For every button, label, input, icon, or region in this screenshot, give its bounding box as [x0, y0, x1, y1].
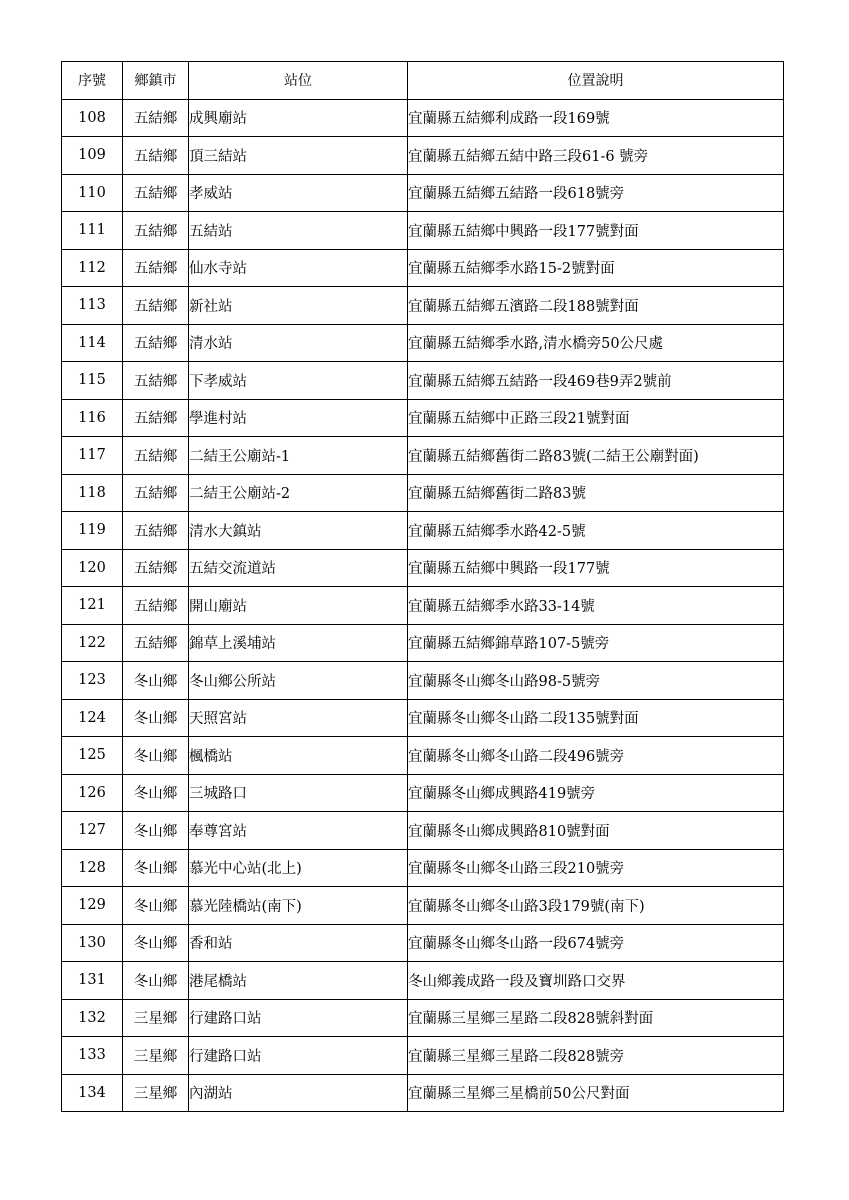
- table-row: [62, 812, 784, 850]
- cell-location-description: 宜蘭縣五結鄉中正路三段21號對面: [408, 399, 784, 437]
- table-row: [62, 624, 784, 662]
- table-row: [62, 699, 784, 737]
- cell-location-description: 宜蘭縣三星鄉三星路二段828號斜對面: [408, 999, 784, 1037]
- table-row: [62, 437, 784, 475]
- cell-location-description: 宜蘭縣三星鄉三星路二段828號旁: [408, 1037, 784, 1075]
- cell-serial-number: 129: [62, 887, 123, 925]
- cell-township: 冬山鄉: [123, 849, 189, 887]
- table-row: [62, 512, 784, 550]
- table-row: [62, 99, 784, 137]
- cell-serial-number: 127: [62, 812, 123, 850]
- cell-serial-number: 134: [62, 1074, 123, 1112]
- cell-serial-number: 124: [62, 699, 123, 737]
- cell-stop-name: 三城路口: [189, 774, 408, 812]
- cell-stop-name: 錦草上溪埔站: [189, 624, 408, 662]
- cell-location-description: 宜蘭縣五結鄉五濱路二段188號對面: [408, 287, 784, 325]
- cell-township: 五結鄉: [123, 99, 189, 137]
- table-row: [62, 1037, 784, 1075]
- cell-township: 冬山鄉: [123, 924, 189, 962]
- cell-serial-number: 117: [62, 437, 123, 475]
- table-row: [62, 1074, 784, 1112]
- cell-stop-name: 五結站: [189, 212, 408, 250]
- cell-location-description: 宜蘭縣冬山鄉冬山路3段179號(南下): [408, 887, 784, 925]
- cell-stop-name: 行建路口站: [189, 1037, 408, 1075]
- cell-location-description: 宜蘭縣冬山鄉冬山路一段674號旁: [408, 924, 784, 962]
- cell-serial-number: 111: [62, 212, 123, 250]
- table-row: [62, 887, 784, 925]
- cell-serial-number: 126: [62, 774, 123, 812]
- cell-stop-name: 學進村站: [189, 399, 408, 437]
- cell-township: 五結鄉: [123, 174, 189, 212]
- cell-location-description: 宜蘭縣五結鄉中興路一段177號: [408, 549, 784, 587]
- cell-location-description: 宜蘭縣五結鄉舊街二路83號(二結王公廟對面): [408, 437, 784, 475]
- cell-township: 冬山鄉: [123, 737, 189, 775]
- table-header: [62, 62, 784, 100]
- cell-location-description: 宜蘭縣五結鄉季水路,清水橋旁50公尺處: [408, 324, 784, 362]
- table-row: [62, 287, 784, 325]
- cell-location-description: 宜蘭縣五結鄉五結中路三段61-6 號旁: [408, 137, 784, 175]
- cell-serial-number: 110: [62, 174, 123, 212]
- cell-location-description: 宜蘭縣五結鄉五結路一段618號旁: [408, 174, 784, 212]
- cell-stop-name: 五結交流道站: [189, 549, 408, 587]
- cell-location-description: 宜蘭縣五結鄉舊街二路83號: [408, 474, 784, 512]
- cell-location-description: 宜蘭縣五結鄉利成路一段169號: [408, 99, 784, 137]
- cell-location-description: 冬山鄉義成路一段及寶圳路口交界: [408, 962, 784, 1000]
- header-serial-number: 序號: [62, 62, 123, 100]
- cell-stop-name: 新社站: [189, 287, 408, 325]
- cell-township: 冬山鄉: [123, 774, 189, 812]
- cell-township: 冬山鄉: [123, 699, 189, 737]
- cell-stop-name: 行建路口站: [189, 999, 408, 1037]
- table-row: [62, 212, 784, 250]
- table-row: [62, 962, 784, 1000]
- table-row: [62, 774, 784, 812]
- table-body: [62, 99, 784, 1112]
- cell-location-description: 宜蘭縣冬山鄉成興路810號對面: [408, 812, 784, 850]
- cell-stop-name: 奉尊宮站: [189, 812, 408, 850]
- table-row: [62, 737, 784, 775]
- table-row: [62, 399, 784, 437]
- cell-stop-name: 二結王公廟站-2: [189, 474, 408, 512]
- cell-township: 冬山鄉: [123, 812, 189, 850]
- cell-location-description: 宜蘭縣冬山鄉冬山路二段496號旁: [408, 737, 784, 775]
- cell-township: 五結鄉: [123, 587, 189, 625]
- cell-serial-number: 125: [62, 737, 123, 775]
- cell-township: 三星鄉: [123, 999, 189, 1037]
- cell-stop-name: 港尾橋站: [189, 962, 408, 1000]
- cell-township: 五結鄉: [123, 549, 189, 587]
- cell-serial-number: 122: [62, 624, 123, 662]
- cell-township: 冬山鄉: [123, 887, 189, 925]
- cell-location-description: 宜蘭縣五結鄉中興路一段177號對面: [408, 212, 784, 250]
- cell-township: 五結鄉: [123, 399, 189, 437]
- cell-stop-name: 慕光中心站(北上): [189, 849, 408, 887]
- cell-location-description: 宜蘭縣五結鄉五結路一段469巷9弄2號前: [408, 362, 784, 400]
- cell-stop-name: 頂三結站: [189, 137, 408, 175]
- cell-serial-number: 112: [62, 249, 123, 287]
- cell-location-description: 宜蘭縣冬山鄉冬山路二段135號對面: [408, 699, 784, 737]
- cell-township: 五結鄉: [123, 249, 189, 287]
- cell-stop-name: 二結王公廟站-1: [189, 437, 408, 475]
- cell-township: 五結鄉: [123, 137, 189, 175]
- cell-location-description: 宜蘭縣冬山鄉冬山路98-5號旁: [408, 662, 784, 700]
- cell-serial-number: 118: [62, 474, 123, 512]
- cell-township: 五結鄉: [123, 437, 189, 475]
- bus-stop-table: [61, 61, 784, 1112]
- cell-stop-name: 下孝威站: [189, 362, 408, 400]
- cell-stop-name: 香和站: [189, 924, 408, 962]
- cell-serial-number: 109: [62, 137, 123, 175]
- cell-location-description: 宜蘭縣三星鄉三星橋前50公尺對面: [408, 1074, 784, 1112]
- cell-serial-number: 114: [62, 324, 123, 362]
- cell-stop-name: 成興廟站: [189, 99, 408, 137]
- cell-township: 冬山鄉: [123, 962, 189, 1000]
- cell-serial-number: 131: [62, 962, 123, 1000]
- cell-stop-name: 天照宮站: [189, 699, 408, 737]
- cell-stop-name: 清水站: [189, 324, 408, 362]
- cell-serial-number: 130: [62, 924, 123, 962]
- table-row: [62, 662, 784, 700]
- cell-serial-number: 119: [62, 512, 123, 550]
- cell-location-description: 宜蘭縣五結鄉錦草路107-5號旁: [408, 624, 784, 662]
- cell-serial-number: 132: [62, 999, 123, 1037]
- table-row: [62, 999, 784, 1037]
- cell-serial-number: 133: [62, 1037, 123, 1075]
- cell-stop-name: 開山廟站: [189, 587, 408, 625]
- cell-township: 三星鄉: [123, 1037, 189, 1075]
- table-row: [62, 549, 784, 587]
- cell-township: 五結鄉: [123, 624, 189, 662]
- cell-township: 五結鄉: [123, 474, 189, 512]
- cell-serial-number: 121: [62, 587, 123, 625]
- cell-township: 五結鄉: [123, 324, 189, 362]
- cell-location-description: 宜蘭縣冬山鄉成興路419號旁: [408, 774, 784, 812]
- table-row: [62, 362, 784, 400]
- cell-serial-number: 113: [62, 287, 123, 325]
- cell-stop-name: 楓橋站: [189, 737, 408, 775]
- table-row: [62, 587, 784, 625]
- cell-stop-name: 冬山鄉公所站: [189, 662, 408, 700]
- cell-stop-name: 慕光陸橋站(南下): [189, 887, 408, 925]
- cell-township: 五結鄉: [123, 287, 189, 325]
- header-township: 鄉鎮市: [123, 62, 189, 100]
- table-row: [62, 849, 784, 887]
- cell-location-description: 宜蘭縣冬山鄉冬山路三段210號旁: [408, 849, 784, 887]
- cell-serial-number: 116: [62, 399, 123, 437]
- cell-township: 五結鄉: [123, 512, 189, 550]
- cell-township: 五結鄉: [123, 362, 189, 400]
- table-row: [62, 924, 784, 962]
- cell-location-description: 宜蘭縣五結鄉季水路33-14號: [408, 587, 784, 625]
- cell-serial-number: 128: [62, 849, 123, 887]
- cell-location-description: 宜蘭縣五結鄉季水路42-5號: [408, 512, 784, 550]
- cell-township: 冬山鄉: [123, 662, 189, 700]
- table-row: [62, 324, 784, 362]
- table-row: [62, 137, 784, 175]
- cell-stop-name: 內湖站: [189, 1074, 408, 1112]
- header-stop-name: 站位: [189, 62, 408, 100]
- header-location-description: 位置說明: [408, 62, 784, 100]
- cell-township: 五結鄉: [123, 212, 189, 250]
- table-row: [62, 174, 784, 212]
- table-row: [62, 474, 784, 512]
- cell-serial-number: 120: [62, 549, 123, 587]
- cell-stop-name: 清水大鎮站: [189, 512, 408, 550]
- cell-township: 三星鄉: [123, 1074, 189, 1112]
- cell-stop-name: 仙水寺站: [189, 249, 408, 287]
- cell-serial-number: 123: [62, 662, 123, 700]
- cell-location-description: 宜蘭縣五結鄉季水路15-2號對面: [408, 249, 784, 287]
- header-row: [62, 62, 784, 100]
- cell-serial-number: 108: [62, 99, 123, 137]
- cell-serial-number: 115: [62, 362, 123, 400]
- table-row: [62, 249, 784, 287]
- cell-stop-name: 孝威站: [189, 174, 408, 212]
